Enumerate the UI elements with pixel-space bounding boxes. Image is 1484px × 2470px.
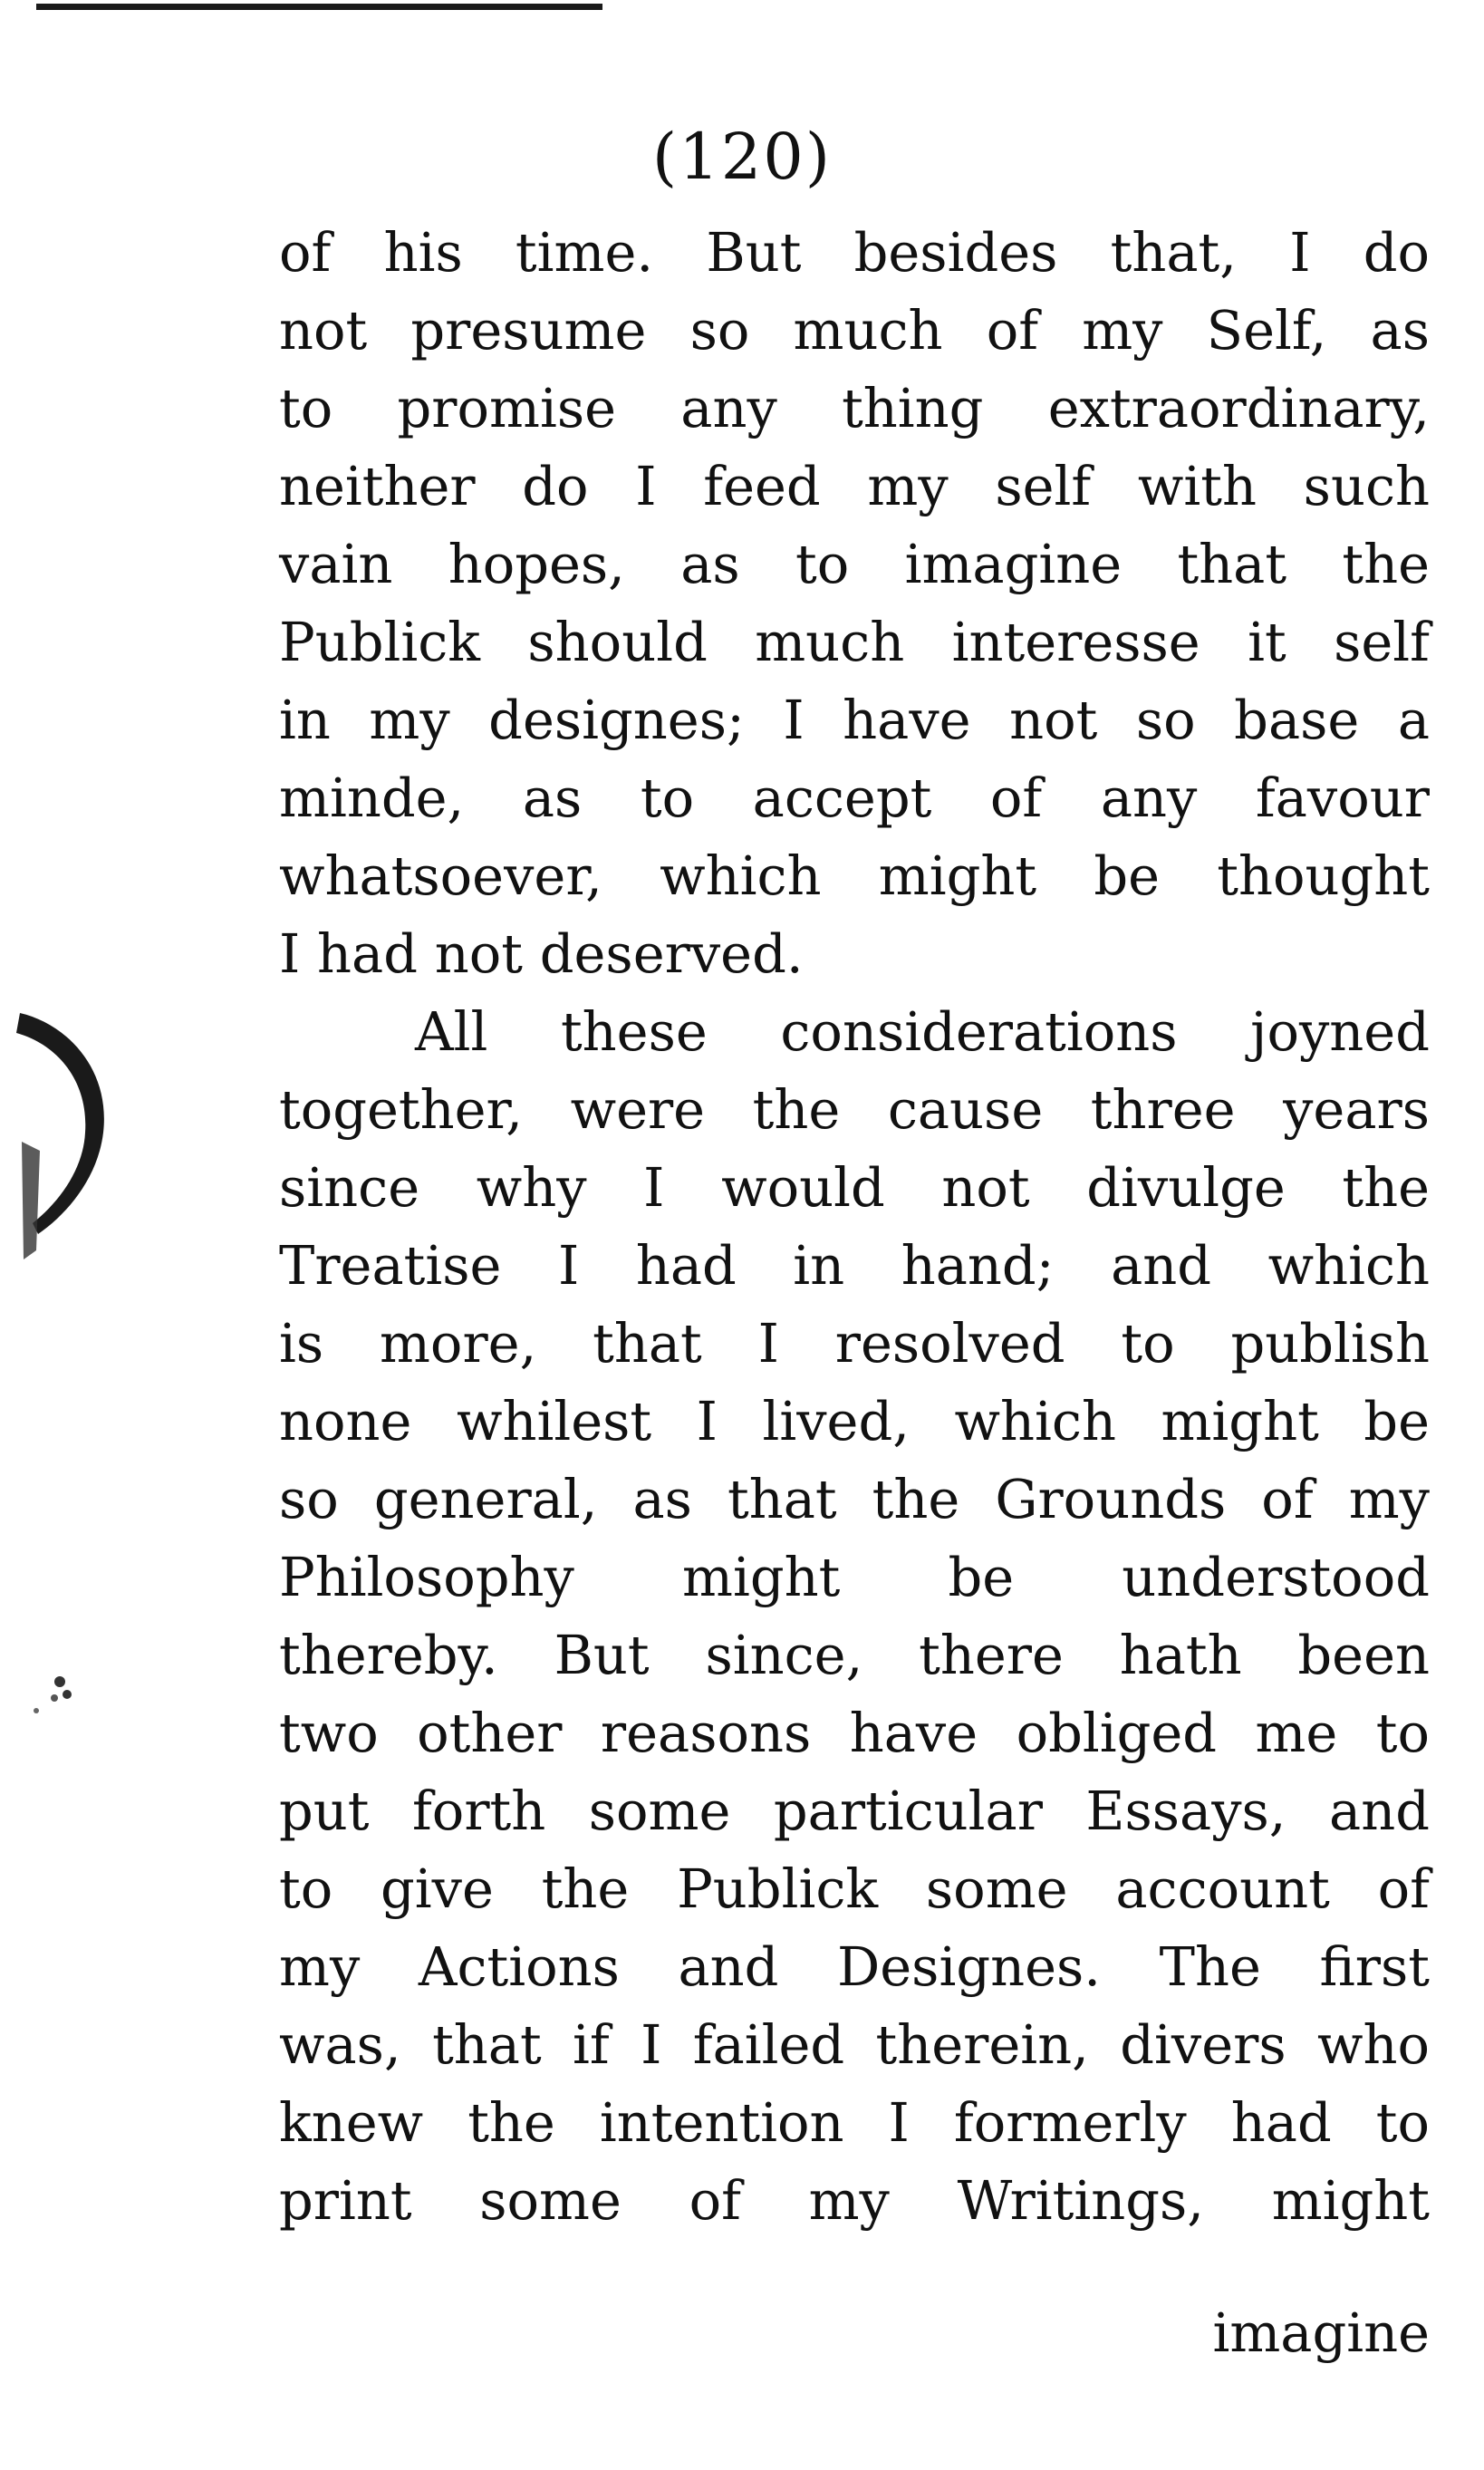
text-body (279, 214, 1430, 2240)
text-line: in my designes; I have not so base a (279, 689, 1430, 751)
text-line: not presume so much of my Self, as (279, 299, 1430, 362)
text-line: print some of my Writings, might (279, 2169, 1430, 2232)
text-line: together, were the cause three years (279, 1078, 1430, 1141)
text-line: is more, that I resolved to publish (279, 1312, 1430, 1375)
text-line: my Actions and Designes. The first (279, 1935, 1430, 1998)
text-line: of his time. But besides that, I do (279, 221, 1430, 284)
paragraph-1 (279, 214, 1430, 993)
text-line: Treatise I had in hand; and which (279, 1234, 1430, 1297)
text-line: whatsoever, which might be thought (279, 844, 1430, 907)
text-line: Philosophy might be understood (279, 1546, 1430, 1608)
text-line: so general, as that the Grounds of my (279, 1468, 1430, 1530)
text-line: neither do I feed my self with such (279, 455, 1430, 517)
text-line: was, that if I failed therein, divers who (279, 2013, 1430, 2076)
text-line: vain hopes, as to imagine that the (279, 533, 1430, 595)
margin-speck (27, 1667, 82, 1722)
text-line: to promise any thing extraordinary, (279, 377, 1430, 439)
text-line: two other reasons have obliged me to (279, 1702, 1430, 1764)
text-line: thereby. But since, there hath been (279, 1624, 1430, 1686)
top-rule (36, 4, 602, 10)
text-line: since why I would not divulge the (279, 1156, 1430, 1219)
catchword: imagine (1212, 2301, 1430, 2364)
text-line: I had not deserved. (279, 922, 804, 985)
text-line: knew the intention I formerly had to (279, 2091, 1430, 2154)
text-line: to give the Publick some account of (279, 1857, 1430, 1920)
text-line: minde, as to accept of any favour (279, 767, 1430, 829)
page-number: (120) (651, 120, 833, 194)
paragraph-2 (279, 993, 1430, 2240)
text-line: Publick should much interesse it self (279, 611, 1430, 673)
margin-bleed-mark (13, 997, 121, 1269)
text-line: put forth some particular Essays, and (279, 1780, 1430, 1842)
text-line: none whilest I lived, which might be (279, 1390, 1430, 1452)
text-line: All these considerations joyned (415, 1000, 1430, 1063)
